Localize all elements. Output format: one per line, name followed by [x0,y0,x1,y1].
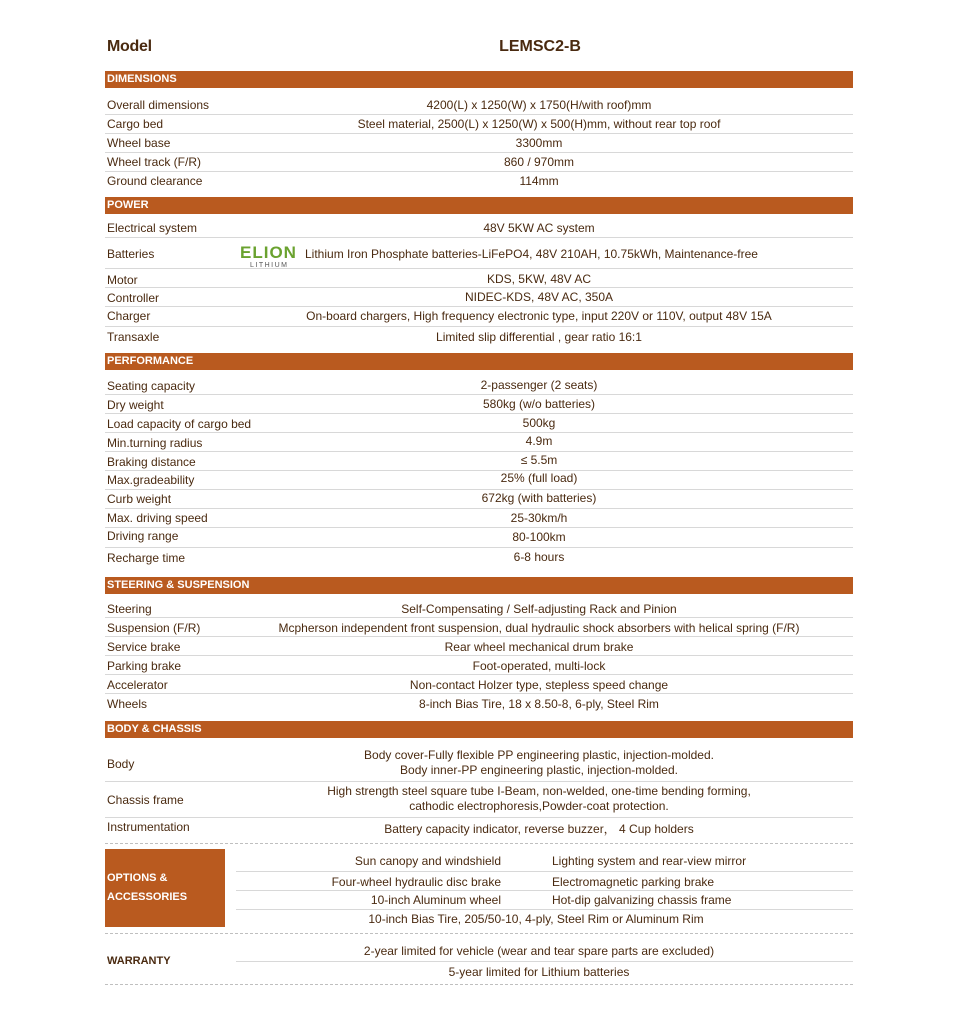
row-value: 48V 5KW AC system [483,221,595,235]
row-label: Body [107,757,135,771]
row-value: 8-inch Bias Tire, 18 x 8.50-8, 6-ply, Steel Rim [419,697,659,711]
table-row [105,490,853,509]
table-row [105,548,853,570]
row-value: Steel material, 2500(L) x 1250(W) x 500(H)mm, without rear top roof [357,117,721,131]
table-row [105,269,853,288]
row-value-line2: Body inner-PP engineering plastic, injection-molded. [400,763,678,777]
elion-lithium-logo-icon [239,242,299,268]
table-row [105,637,853,656]
list-item [236,891,853,910]
row-label: Braking distance [107,455,196,469]
row-label: Motor [107,273,138,287]
row-value: 860 / 970mm [503,155,575,169]
section-dimensions: DIMENSIONS [105,71,853,88]
row-label: Chassis frame [107,793,184,807]
row-label: Recharge time [107,551,186,565]
row-label: Overall dimensions [107,98,210,112]
row-label: Electrical system [107,221,198,235]
section-body: BODY & CHASSIS [105,721,853,738]
row-value: 114mm [519,174,559,188]
row-value: 4.9m [525,434,553,448]
model-header [105,38,853,62]
option-right: Electromagnetic parking brake [552,875,715,889]
divider [105,984,853,985]
row-label: Cargo bed [107,117,164,131]
list-item [236,910,853,930]
row-value: NIDEC-KDS, 48V AC, 350A [464,290,614,304]
row-value: ≤ 5.5m [520,453,558,467]
row-label: Steering [107,602,152,616]
row-label: Suspension (F/R) [107,621,201,635]
row-label: Instrumentation [107,820,190,834]
list-item [236,962,853,982]
list-item [236,872,853,891]
options-title-line2: ACCESSORIES [107,891,188,903]
row-value: 25% (full load) [500,471,578,485]
row-label: Min.turning radius [107,436,203,450]
option-left: 10-inch Aluminum wheel [370,893,501,907]
option-right: Lighting system and rear-view mirror [552,854,747,868]
row-label: Wheel base [107,136,171,150]
table-row [105,288,853,307]
row-label: Load capacity of cargo bed [107,417,252,431]
row-value: 4200(L) x 1250(W) x 1750(H/with roof)mm [426,98,652,112]
table-row [105,414,853,433]
table-row [105,375,853,395]
row-label: Batteries [107,247,155,261]
row-label: Driving range [107,529,179,543]
row-label: Controller [107,291,160,305]
table-row [105,153,853,172]
row-value: Rear wheel mechanical drum brake [444,640,634,654]
row-value: Self-Compensating / Self-adjusting Rack and Pinion [401,602,677,616]
table-row [105,656,853,675]
row-value: On-board chargers, High frequency electronic type, input 220V or 110V, output 48V 15A [306,309,772,323]
table-row [105,172,853,191]
table-row [105,599,853,618]
list-item [236,941,853,962]
table-row [105,433,853,452]
row-value: 2-passenger (2 seats) [480,378,598,392]
option-right: Hot-dip galvanizing chassis frame [552,893,732,907]
row-label: Seating capacity [107,379,196,393]
warranty-line: 2-year limited for vehicle (wear and tear spare parts are excluded) [363,944,715,958]
table-row [105,675,853,694]
logo-sub: LITHIUM [250,262,289,268]
row-label: Charger [107,309,151,323]
section-performance: PERFORMANCE [105,353,853,370]
row-value: KDS, 5KW, 48V AC [486,272,592,286]
row-value: 25-30km/h [510,511,568,525]
row-label: Wheels [107,697,148,711]
list-item [236,851,853,872]
table-row [105,694,853,713]
row-value-line1: High strength steel square tube I-Beam, non-welded, one-time bending forming, [327,784,751,798]
row-value: 6-8 hours [513,550,565,564]
table-row [105,782,853,818]
row-label: Max. driving speed [107,511,208,525]
logo-brand: ELION [240,243,297,262]
row-value-line1: Body cover-Fully flexible PP engineering plastic, injection-molded. [364,748,714,762]
row-value: Lithium Iron Phosphate batteries-LiFePO4, 48V 210AH, 10.75kWh, Maintenance-free [305,247,758,261]
option-full: 10-inch Bias Tire, 205/50-10, 4-ply, Steel Rim or Aluminum Rim [368,912,704,926]
row-value: Foot-operated, multi-lock [472,659,606,673]
row-value: Mcpherson independent front suspension, dual hydraulic shock absorbers with helical spring (F/R) [278,621,800,635]
options-box [105,849,225,927]
row-value: Battery capacity indicator, reverse buzzer， 4 Cup holders [384,822,694,836]
row-value: 500kg [522,416,556,430]
table-row [105,238,853,269]
row-value: 580kg (w/o batteries) [482,397,596,411]
warranty-line: 5-year limited for Lithium batteries [448,965,630,979]
table-row [105,327,853,347]
row-label: Transaxle [107,330,160,344]
table-row [105,818,853,838]
model-value: LEMSC2-B [499,38,581,55]
row-label: Ground clearance [107,174,203,188]
row-value: 3300mm [515,136,563,150]
row-label: Accelerator [107,678,168,692]
row-value-line2: cathodic electrophoresis,Powder-coat protection. [409,799,669,813]
warranty-title: WARRANTY [107,955,171,967]
table-row [105,307,853,327]
table-row [105,115,853,134]
row-value: Non-contact Holzer type, stepless speed change [409,678,669,692]
row-label: Max.gradeability [107,473,195,487]
divider [105,843,853,844]
table-row [105,618,853,637]
table-row [105,134,853,153]
row-value: 672kg (with batteries) [481,491,597,505]
table-row [105,95,853,115]
option-left: Four-wheel hydraulic disc brake [331,875,501,889]
table-row [105,218,853,238]
divider [105,933,853,934]
section-steering: STEERING & SUSPENSION [105,577,853,594]
model-label: Model [107,38,152,55]
option-left: Sun canopy and windshield [354,854,501,868]
table-row [105,471,853,490]
table-row [105,452,853,471]
section-power: POWER [105,197,853,214]
row-value: Limited slip differential , gear ratio 16:1 [436,330,642,344]
table-row [105,745,853,782]
row-label: Parking brake [107,659,182,673]
row-label: Curb weight [107,492,172,506]
row-label: Dry weight [107,398,164,412]
row-value: 80-100km [512,530,566,544]
options-title-line1: OPTIONS & [107,872,168,884]
table-row [105,509,853,528]
table-row [105,395,853,414]
table-row [105,528,853,548]
row-label: Wheel track (F/R) [107,155,202,169]
row-label: Service brake [107,640,181,654]
